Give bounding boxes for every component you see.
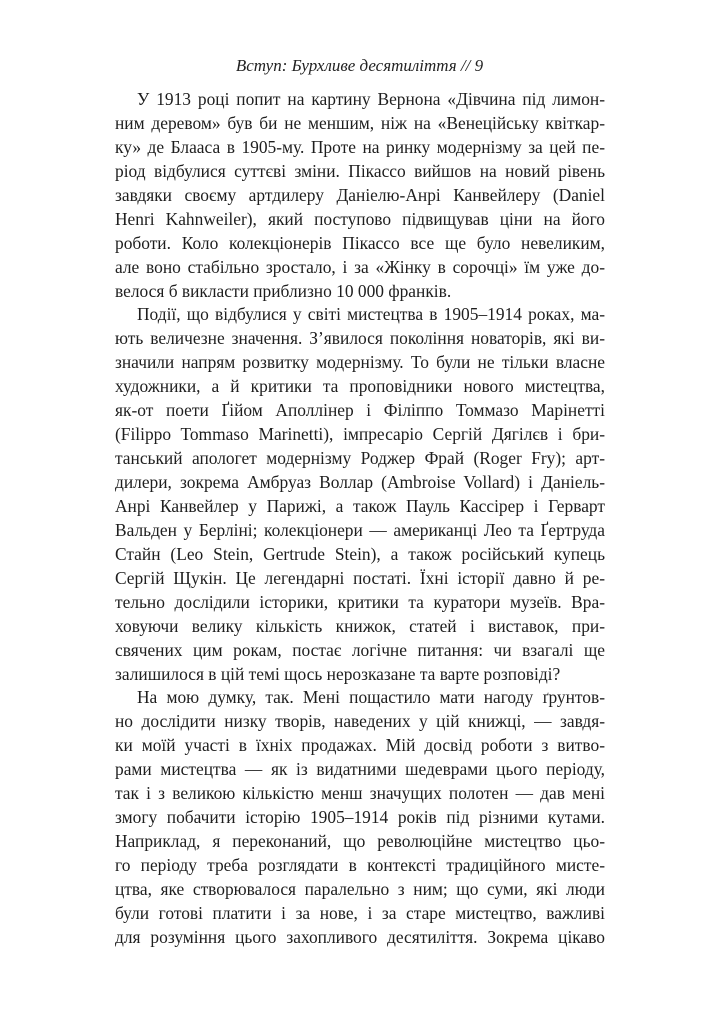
- text-line: свячених цим рокам, постає логічне питання: чи взагалі ще: [115, 639, 605, 660]
- text-line: тельно дослідили історики, критики та куратори музеїв. Вра-: [115, 591, 605, 612]
- text-line: Стайн (Leo Stein, Gertrude Stein), а також російський купець: [115, 543, 605, 564]
- text-line: художники, а й критики та проповідники нового мистецтва,: [115, 376, 605, 397]
- text-line: Події, що відбулися у світі мистецтва в 1905–1914 роках, ма-: [137, 304, 605, 325]
- text-line: так і з великою кількістю менш значущих полотен — дав мені: [115, 783, 605, 804]
- text-line: змогу побачити історію 1905–1914 років під різними кутами.: [115, 807, 605, 828]
- text-line: ріод відбулися суттєві зміни. Пікассо вийшов на новий рівень: [115, 160, 605, 181]
- paragraph: [115, 303, 605, 686]
- text-line: цтва, яке створювалося паралельно з ним; що суми, які люди: [115, 878, 605, 899]
- text-line: як-от поети Ґійом Аполлінер і Філіппо Томмазо Марінетті: [115, 400, 605, 421]
- text-line: ку» де Блааса в 1905-му. Проте на ринку модернізму за цей пе-: [115, 136, 605, 157]
- text-line: роботи. Коло колекціонерів Пікассо все ще було невеликим,: [115, 232, 605, 253]
- text-line: го періоду треба розглядати в контексті традиційного мисте-: [115, 855, 605, 875]
- text-line: ховуючи велику кількість книжок, статей і виставок, при-: [115, 615, 605, 636]
- text-line: для розуміння цього захопливого десятиліття. Зокрема цікаво: [115, 926, 605, 947]
- text-line: дилери, зокрема Амбруаз Воллар (Ambroise Vollard) і Даніель-: [115, 472, 605, 492]
- text-line: ки моїй участі в їхніх продажах. Мій досвід роботи з витво-: [115, 735, 605, 756]
- text-line: значили напрям розвитку модернізму. То були не тільки власне: [115, 352, 605, 373]
- text-line: но дослідити низку творів, наведених у цій книжці, — завдя-: [115, 711, 605, 732]
- text-line: ють величезне значення. З’явилося покоління новаторів, які ви-: [115, 328, 605, 349]
- text-line: рами мистецтва — як із видатними шедеврами цього періоду,: [115, 759, 605, 780]
- text-line: ним деревом» був би не меншим, ніж на «Венеційську квіткар-: [115, 112, 605, 133]
- running-header: Вступ: Бурхливе десятиліття // 9: [235, 56, 484, 75]
- text-line: Сергій Щукін. Це легендарні постаті. Їхні історії давно й ре-: [115, 567, 605, 588]
- text-line: На мою думку, так. Мені пощастило мати нагоду ґрунтов-: [137, 687, 605, 708]
- text-line: Наприклад, я переконаний, що революційне мистецтво цьо-: [115, 831, 605, 852]
- text-line: завдяки своєму артдилеру Даніелю-Анрі Канвейлеру (Daniel: [115, 184, 605, 205]
- text-line: танський апологет модернізму Роджер Фрай (Roger Fry); арт-: [115, 448, 605, 469]
- text-line: були готові платити і за нове, і за старе мистецтво, важливі: [115, 902, 605, 923]
- text-line: Henri Kahnweiler), який поступово підвищував ціни на його: [115, 208, 605, 229]
- text-line: У 1913 році попит на картину Вернона «Дівчина під лимон-: [137, 89, 605, 109]
- text-line: Вальден у Берліні; колекціонери — американці Лео та Ґертруда: [115, 519, 605, 540]
- paragraph: [115, 88, 605, 303]
- text-line: залишилося в цій темі щось нерозказане та варте розповіді?: [115, 663, 561, 684]
- text-line: але воно стабільно зростало, і за «Жінку в сорочці» їм уже до-: [115, 256, 605, 277]
- text-line: Анрі Канвейлер у Парижі, а також Пауль Кассірер і Герварт: [115, 495, 605, 516]
- text-line: (Filippo Tommaso Marinetti), імпресаріо Сергій Дягілєв і бри-: [115, 424, 605, 445]
- paragraph: [115, 686, 605, 949]
- text-line: велося б викласти приблизно 10 000 франків.: [115, 280, 452, 301]
- body-text: [115, 88, 605, 950]
